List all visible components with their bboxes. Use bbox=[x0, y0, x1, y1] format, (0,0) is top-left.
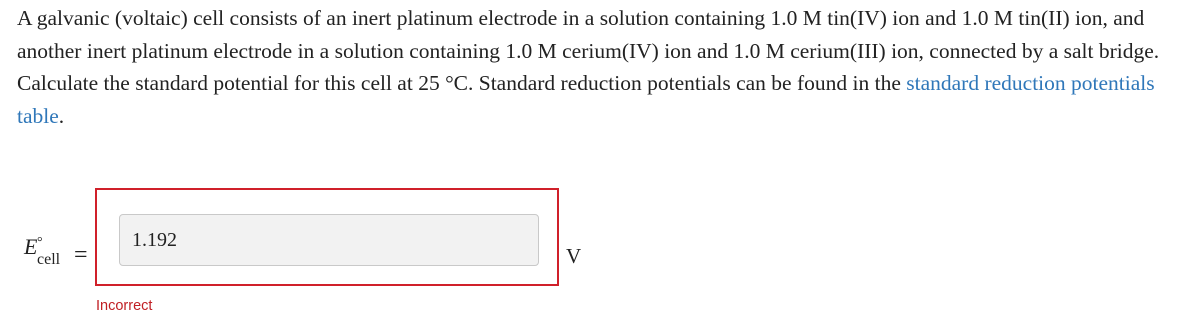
answer-input[interactable] bbox=[119, 214, 539, 266]
answer-unit: V bbox=[566, 244, 582, 268]
feedback-incorrect: Incorrect bbox=[96, 298, 153, 314]
question-end-punctuation: . bbox=[58, 103, 65, 128]
ecell-e: E bbox=[24, 234, 38, 259]
ecell-degree: ° bbox=[37, 235, 43, 250]
ecell-symbol bbox=[24, 234, 61, 268]
standard-reduction-potentials-link[interactable]: standard reduction potentials table bbox=[17, 71, 1155, 128]
equals-sign: = bbox=[74, 242, 88, 268]
question-body: A galvanic (voltaic) cell consists of an inert platinum electrode in a solution containing 1.0 M tin(IV) ion and 1.0 M tin(II) ion, and another inert platinum electrode in a solution containing 1.0 M cerium(IV) ion and 1.0 M cerium(III) ion, connected by a salt bridge. Calculate the standard potential for this cell at 25 °C. Standard reduction potentials can be found in the bbox=[17, 6, 1160, 95]
question-text bbox=[17, 2, 1187, 132]
ecell-subscript: cell bbox=[37, 251, 61, 268]
